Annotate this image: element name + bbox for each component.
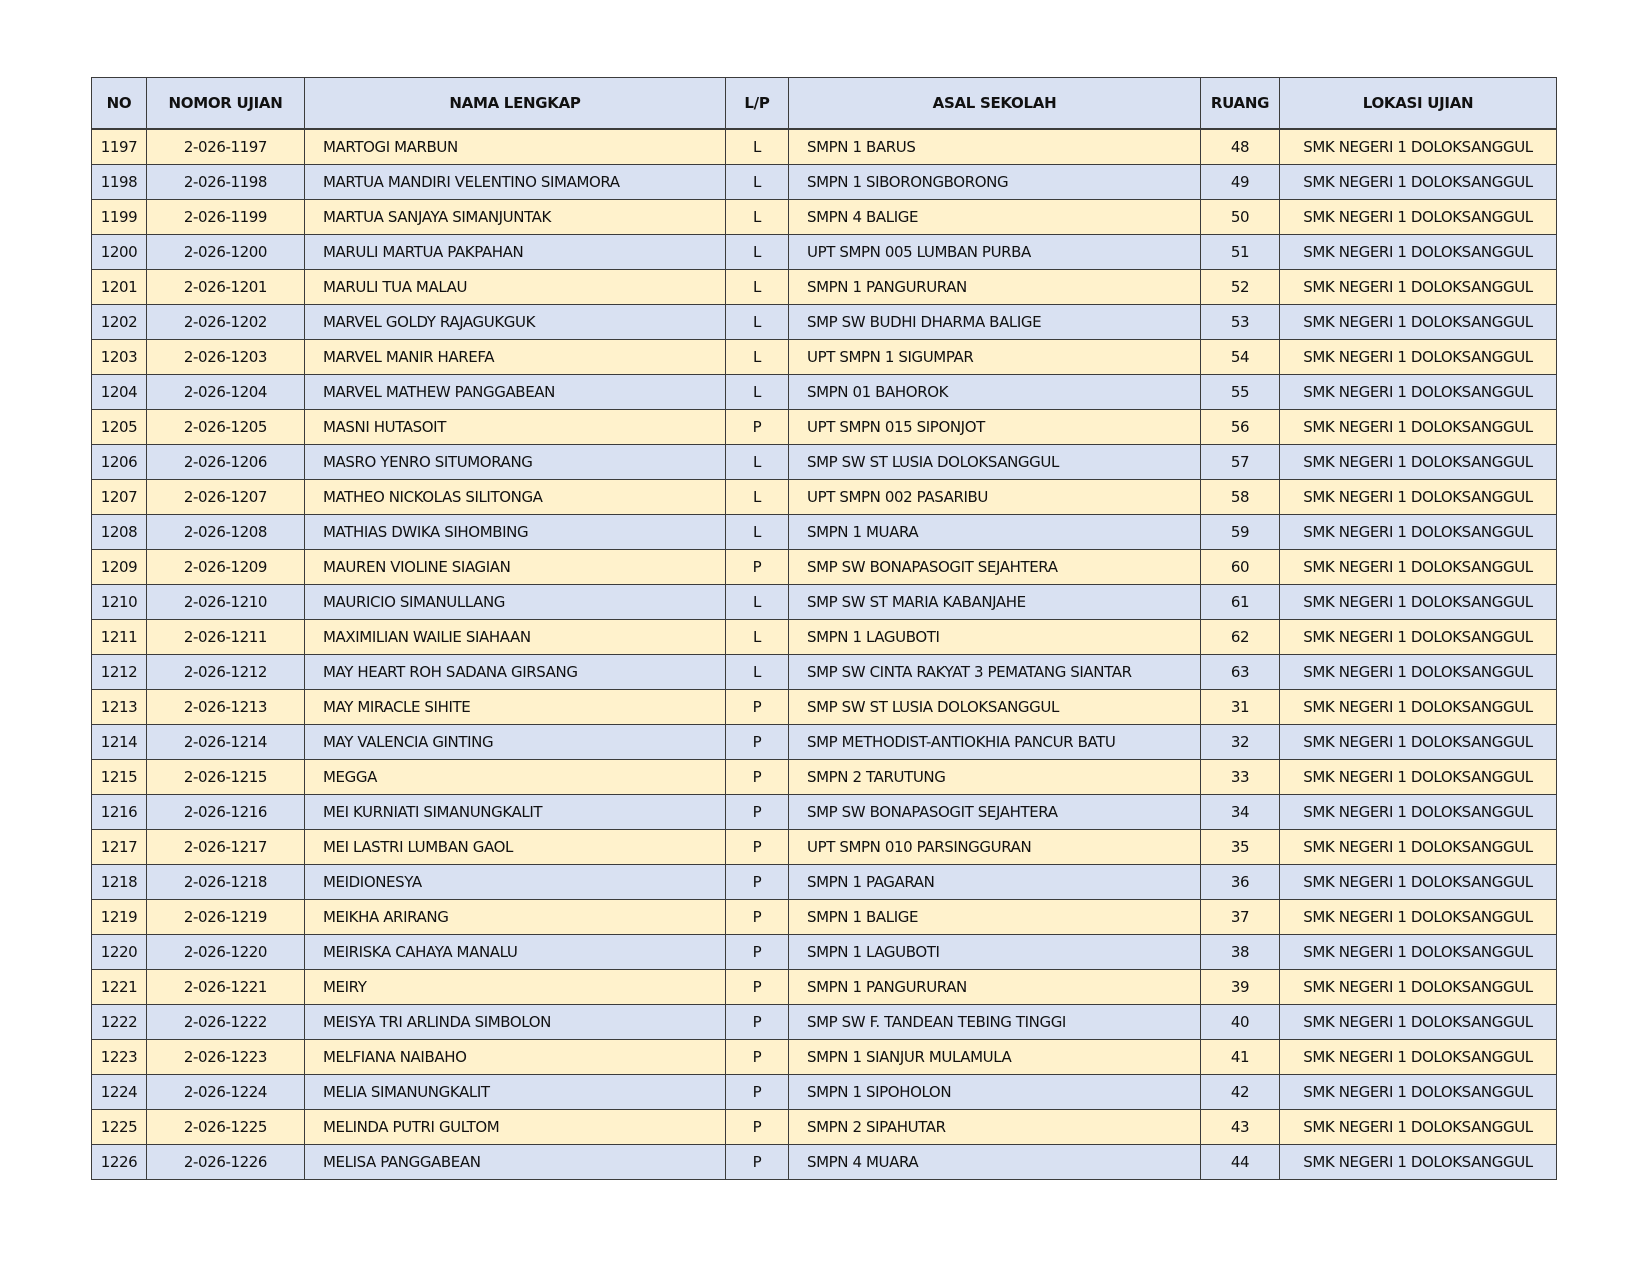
cell-nomor-ujian: 2-026-1198 — [147, 165, 305, 200]
cell-nomor-ujian: 2-026-1211 — [147, 620, 305, 655]
cell-nomor-ujian: 2-026-1197 — [147, 129, 305, 165]
cell-nomor-ujian: 2-026-1201 — [147, 270, 305, 305]
cell-nomor-ujian: 2-026-1205 — [147, 410, 305, 445]
cell-lokasi-ujian: SMK NEGERI 1 DOLOKSANGGUL — [1280, 305, 1557, 340]
cell-lp: P — [726, 690, 789, 725]
cell-asal-sekolah: SMP SW ST LUSIA DOLOKSANGGUL — [789, 445, 1201, 480]
cell-ruang: 56 — [1201, 410, 1280, 445]
cell-nama-lengkap: MEISYA TRI ARLINDA SIMBOLON — [305, 1005, 726, 1040]
cell-lokasi-ujian: SMK NEGERI 1 DOLOKSANGGUL — [1280, 515, 1557, 550]
cell-lp: P — [726, 760, 789, 795]
cell-lp: L — [726, 340, 789, 375]
cell-asal-sekolah: SMPN 1 SIANJUR MULAMULA — [789, 1040, 1201, 1075]
cell-nomor-ujian: 2-026-1220 — [147, 935, 305, 970]
cell-ruang: 53 — [1201, 305, 1280, 340]
cell-nama-lengkap: MEIRY — [305, 970, 726, 1005]
cell-asal-sekolah: SMPN 4 MUARA — [789, 1145, 1201, 1180]
cell-asal-sekolah: SMPN 1 BARUS — [789, 129, 1201, 165]
cell-asal-sekolah: SMPN 1 SIBORONGBORONG — [789, 165, 1201, 200]
cell-no: 1214 — [92, 725, 147, 760]
cell-no: 1200 — [92, 235, 147, 270]
cell-no: 1225 — [92, 1110, 147, 1145]
cell-lp: P — [726, 830, 789, 865]
table-row — [92, 235, 1557, 270]
header-nama-lengkap: NAMA LENGKAP — [305, 78, 726, 130]
cell-nama-lengkap: MASRO YENRO SITUMORANG — [305, 445, 726, 480]
cell-no: 1218 — [92, 865, 147, 900]
cell-lp: L — [726, 515, 789, 550]
cell-nomor-ujian: 2-026-1224 — [147, 1075, 305, 1110]
cell-nomor-ujian: 2-026-1226 — [147, 1145, 305, 1180]
cell-lokasi-ujian: SMK NEGERI 1 DOLOKSANGGUL — [1280, 620, 1557, 655]
table-row — [92, 305, 1557, 340]
table-row — [92, 865, 1557, 900]
table-row — [92, 129, 1557, 165]
cell-lokasi-ujian: SMK NEGERI 1 DOLOKSANGGUL — [1280, 480, 1557, 515]
table-row — [92, 375, 1557, 410]
cell-no: 1197 — [92, 129, 147, 165]
cell-lokasi-ujian: SMK NEGERI 1 DOLOKSANGGUL — [1280, 830, 1557, 865]
table-row — [92, 550, 1557, 585]
cell-lokasi-ujian: SMK NEGERI 1 DOLOKSANGGUL — [1280, 235, 1557, 270]
cell-lp: L — [726, 200, 789, 235]
cell-no: 1215 — [92, 760, 147, 795]
cell-asal-sekolah: SMPN 1 MUARA — [789, 515, 1201, 550]
cell-no: 1222 — [92, 1005, 147, 1040]
table-row — [92, 620, 1557, 655]
table-row — [92, 515, 1557, 550]
cell-no: 1216 — [92, 795, 147, 830]
cell-lokasi-ujian: SMK NEGERI 1 DOLOKSANGGUL — [1280, 970, 1557, 1005]
cell-nomor-ujian: 2-026-1218 — [147, 865, 305, 900]
cell-lp: L — [726, 655, 789, 690]
cell-lp: P — [726, 935, 789, 970]
cell-nomor-ujian: 2-026-1210 — [147, 585, 305, 620]
cell-lp: P — [726, 725, 789, 760]
cell-lp: P — [726, 410, 789, 445]
cell-lp: P — [726, 1040, 789, 1075]
cell-no: 1223 — [92, 1040, 147, 1075]
cell-lp: L — [726, 305, 789, 340]
cell-ruang: 33 — [1201, 760, 1280, 795]
cell-nama-lengkap: MEI LASTRI LUMBAN GAOL — [305, 830, 726, 865]
cell-ruang: 50 — [1201, 200, 1280, 235]
cell-no: 1198 — [92, 165, 147, 200]
table-row — [92, 200, 1557, 235]
cell-lokasi-ujian: SMK NEGERI 1 DOLOKSANGGUL — [1280, 795, 1557, 830]
cell-ruang: 40 — [1201, 1005, 1280, 1040]
cell-no: 1208 — [92, 515, 147, 550]
table-row — [92, 480, 1557, 515]
cell-nama-lengkap: MAUREN VIOLINE SIAGIAN — [305, 550, 726, 585]
cell-ruang: 54 — [1201, 340, 1280, 375]
cell-lokasi-ujian: SMK NEGERI 1 DOLOKSANGGUL — [1280, 1110, 1557, 1145]
cell-ruang: 37 — [1201, 900, 1280, 935]
cell-asal-sekolah: SMPN 1 LAGUBOTI — [789, 620, 1201, 655]
cell-nomor-ujian: 2-026-1225 — [147, 1110, 305, 1145]
cell-nama-lengkap: MAY VALENCIA GINTING — [305, 725, 726, 760]
cell-ruang: 35 — [1201, 830, 1280, 865]
cell-lokasi-ujian: SMK NEGERI 1 DOLOKSANGGUL — [1280, 760, 1557, 795]
cell-ruang: 32 — [1201, 725, 1280, 760]
cell-nama-lengkap: MEI KURNIATI SIMANUNGKALIT — [305, 795, 726, 830]
cell-asal-sekolah: SMP SW CINTA RAKYAT 3 PEMATANG SIANTAR — [789, 655, 1201, 690]
table-row — [92, 900, 1557, 935]
cell-nomor-ujian: 2-026-1213 — [147, 690, 305, 725]
cell-nama-lengkap: MARULI TUA MALAU — [305, 270, 726, 305]
cell-nama-lengkap: MATHIAS DWIKA SIHOMBING — [305, 515, 726, 550]
cell-nama-lengkap: MELINDA PUTRI GULTOM — [305, 1110, 726, 1145]
table-row — [92, 585, 1557, 620]
cell-ruang: 51 — [1201, 235, 1280, 270]
cell-asal-sekolah: SMPN 2 TARUTUNG — [789, 760, 1201, 795]
cell-no: 1209 — [92, 550, 147, 585]
cell-asal-sekolah: SMP SW ST MARIA KABANJAHE — [789, 585, 1201, 620]
cell-asal-sekolah: SMPN 1 PANGURURAN — [789, 270, 1201, 305]
table-row — [92, 795, 1557, 830]
cell-asal-sekolah: SMPN 1 PANGURURAN — [789, 970, 1201, 1005]
cell-asal-sekolah: UPT SMPN 010 PARSINGGURAN — [789, 830, 1201, 865]
cell-lp: L — [726, 480, 789, 515]
cell-ruang: 59 — [1201, 515, 1280, 550]
cell-nama-lengkap: MARTOGI MARBUN — [305, 129, 726, 165]
cell-nomor-ujian: 2-026-1215 — [147, 760, 305, 795]
table-row — [92, 725, 1557, 760]
cell-no: 1221 — [92, 970, 147, 1005]
cell-lokasi-ujian: SMK NEGERI 1 DOLOKSANGGUL — [1280, 655, 1557, 690]
table-row — [92, 935, 1557, 970]
cell-nama-lengkap: MEIDIONESYA — [305, 865, 726, 900]
cell-ruang: 34 — [1201, 795, 1280, 830]
cell-lp: L — [726, 129, 789, 165]
cell-ruang: 52 — [1201, 270, 1280, 305]
cell-nomor-ujian: 2-026-1206 — [147, 445, 305, 480]
cell-nama-lengkap: MAY MIRACLE SIHITE — [305, 690, 726, 725]
cell-lokasi-ujian: SMK NEGERI 1 DOLOKSANGGUL — [1280, 200, 1557, 235]
cell-ruang: 58 — [1201, 480, 1280, 515]
cell-nomor-ujian: 2-026-1217 — [147, 830, 305, 865]
cell-lp: P — [726, 1005, 789, 1040]
header-ruang: RUANG — [1201, 78, 1280, 130]
table-row — [92, 690, 1557, 725]
cell-ruang: 63 — [1201, 655, 1280, 690]
cell-lp: L — [726, 165, 789, 200]
cell-no: 1226 — [92, 1145, 147, 1180]
cell-ruang: 61 — [1201, 585, 1280, 620]
cell-no: 1224 — [92, 1075, 147, 1110]
cell-nama-lengkap: MARULI MARTUA PAKPAHAN — [305, 235, 726, 270]
cell-lokasi-ujian: SMK NEGERI 1 DOLOKSANGGUL — [1280, 375, 1557, 410]
cell-ruang: 44 — [1201, 1145, 1280, 1180]
cell-lp: P — [726, 1110, 789, 1145]
table-row — [92, 830, 1557, 865]
cell-ruang: 42 — [1201, 1075, 1280, 1110]
participant-table — [91, 77, 1557, 1180]
cell-asal-sekolah: SMPN 1 SIPOHOLON — [789, 1075, 1201, 1110]
cell-lp: P — [726, 865, 789, 900]
cell-ruang: 57 — [1201, 445, 1280, 480]
cell-asal-sekolah: SMP SW F. TANDEAN TEBING TINGGI — [789, 1005, 1201, 1040]
cell-asal-sekolah: SMP SW ST LUSIA DOLOKSANGGUL — [789, 690, 1201, 725]
cell-lp: L — [726, 270, 789, 305]
cell-lokasi-ujian: SMK NEGERI 1 DOLOKSANGGUL — [1280, 270, 1557, 305]
cell-nama-lengkap: MASNI HUTASOIT — [305, 410, 726, 445]
cell-nama-lengkap: MAXIMILIAN WAILIE SIAHAAN — [305, 620, 726, 655]
cell-lp: L — [726, 620, 789, 655]
cell-nomor-ujian: 2-026-1204 — [147, 375, 305, 410]
cell-no: 1199 — [92, 200, 147, 235]
cell-nama-lengkap: MARVEL GOLDY RAJAGUKGUK — [305, 305, 726, 340]
cell-lp: P — [726, 900, 789, 935]
table-row — [92, 410, 1557, 445]
cell-nomor-ujian: 2-026-1200 — [147, 235, 305, 270]
header-lokasi-ujian: LOKASI UJIAN — [1280, 78, 1557, 130]
cell-nama-lengkap: MATHEO NICKOLAS SILITONGA — [305, 480, 726, 515]
cell-no: 1207 — [92, 480, 147, 515]
cell-nama-lengkap: MEGGA — [305, 760, 726, 795]
table-row — [92, 1005, 1557, 1040]
cell-lokasi-ujian: SMK NEGERI 1 DOLOKSANGGUL — [1280, 410, 1557, 445]
header-nomor-ujian: NOMOR UJIAN — [147, 78, 305, 130]
cell-nomor-ujian: 2-026-1203 — [147, 340, 305, 375]
cell-no: 1204 — [92, 375, 147, 410]
cell-lp: P — [726, 550, 789, 585]
cell-nama-lengkap: MARVEL MATHEW PANGGABEAN — [305, 375, 726, 410]
table-row — [92, 165, 1557, 200]
cell-asal-sekolah: SMP METHODIST-ANTIOKHIA PANCUR BATU — [789, 725, 1201, 760]
cell-lokasi-ujian: SMK NEGERI 1 DOLOKSANGGUL — [1280, 1040, 1557, 1075]
cell-lp: P — [726, 1145, 789, 1180]
table-row — [92, 1040, 1557, 1075]
cell-asal-sekolah: SMPN 1 LAGUBOTI — [789, 935, 1201, 970]
cell-no: 1212 — [92, 655, 147, 690]
table-row — [92, 760, 1557, 795]
cell-asal-sekolah: SMPN 01 BAHOROK — [789, 375, 1201, 410]
cell-nama-lengkap: MELIA SIMANUNGKALIT — [305, 1075, 726, 1110]
header-row — [92, 78, 1557, 130]
cell-lokasi-ujian: SMK NEGERI 1 DOLOKSANGGUL — [1280, 900, 1557, 935]
cell-no: 1206 — [92, 445, 147, 480]
cell-nomor-ujian: 2-026-1219 — [147, 900, 305, 935]
cell-ruang: 31 — [1201, 690, 1280, 725]
cell-asal-sekolah: SMP SW BUDHI DHARMA BALIGE — [789, 305, 1201, 340]
cell-nama-lengkap: MARTUA SANJAYA SIMANJUNTAK — [305, 200, 726, 235]
cell-lp: P — [726, 970, 789, 1005]
cell-ruang: 60 — [1201, 550, 1280, 585]
cell-lp: L — [726, 235, 789, 270]
cell-nomor-ujian: 2-026-1202 — [147, 305, 305, 340]
cell-lp: P — [726, 795, 789, 830]
header-no: NO — [92, 78, 147, 130]
cell-ruang: 41 — [1201, 1040, 1280, 1075]
cell-nama-lengkap: MARVEL MANIR HAREFA — [305, 340, 726, 375]
cell-asal-sekolah: SMPN 1 BALIGE — [789, 900, 1201, 935]
cell-nama-lengkap: MEIRISKA CAHAYA MANALU — [305, 935, 726, 970]
cell-no: 1211 — [92, 620, 147, 655]
cell-lokasi-ujian: SMK NEGERI 1 DOLOKSANGGUL — [1280, 165, 1557, 200]
cell-ruang: 38 — [1201, 935, 1280, 970]
cell-nomor-ujian: 2-026-1214 — [147, 725, 305, 760]
cell-nomor-ujian: 2-026-1223 — [147, 1040, 305, 1075]
cell-no: 1203 — [92, 340, 147, 375]
cell-nama-lengkap: MELISA PANGGABEAN — [305, 1145, 726, 1180]
cell-asal-sekolah: UPT SMPN 005 LUMBAN PURBA — [789, 235, 1201, 270]
cell-no: 1220 — [92, 935, 147, 970]
cell-no: 1202 — [92, 305, 147, 340]
cell-asal-sekolah: SMP SW BONAPASOGIT SEJAHTERA — [789, 795, 1201, 830]
cell-nama-lengkap: MAY HEART ROH SADANA GIRSANG — [305, 655, 726, 690]
cell-asal-sekolah: SMP SW BONAPASOGIT SEJAHTERA — [789, 550, 1201, 585]
cell-lokasi-ujian: SMK NEGERI 1 DOLOKSANGGUL — [1280, 725, 1557, 760]
cell-lokasi-ujian: SMK NEGERI 1 DOLOKSANGGUL — [1280, 585, 1557, 620]
cell-nomor-ujian: 2-026-1207 — [147, 480, 305, 515]
cell-nomor-ujian: 2-026-1199 — [147, 200, 305, 235]
cell-lp: L — [726, 585, 789, 620]
cell-lokasi-ujian: SMK NEGERI 1 DOLOKSANGGUL — [1280, 865, 1557, 900]
cell-lokasi-ujian: SMK NEGERI 1 DOLOKSANGGUL — [1280, 445, 1557, 480]
table-row — [92, 1075, 1557, 1110]
cell-nomor-ujian: 2-026-1216 — [147, 795, 305, 830]
cell-nama-lengkap: MARTUA MANDIRI VELENTINO SIMAMORA — [305, 165, 726, 200]
cell-lokasi-ujian: SMK NEGERI 1 DOLOKSANGGUL — [1280, 550, 1557, 585]
cell-no: 1201 — [92, 270, 147, 305]
cell-ruang: 43 — [1201, 1110, 1280, 1145]
table-row — [92, 1110, 1557, 1145]
cell-lokasi-ujian: SMK NEGERI 1 DOLOKSANGGUL — [1280, 935, 1557, 970]
cell-asal-sekolah: UPT SMPN 002 PASARIBU — [789, 480, 1201, 515]
cell-asal-sekolah: SMPN 1 PAGARAN — [789, 865, 1201, 900]
cell-nomor-ujian: 2-026-1212 — [147, 655, 305, 690]
cell-ruang: 36 — [1201, 865, 1280, 900]
cell-ruang: 39 — [1201, 970, 1280, 1005]
cell-nomor-ujian: 2-026-1222 — [147, 1005, 305, 1040]
table-row — [92, 445, 1557, 480]
cell-lokasi-ujian: SMK NEGERI 1 DOLOKSANGGUL — [1280, 1145, 1557, 1180]
cell-nama-lengkap: MAURICIO SIMANULLANG — [305, 585, 726, 620]
cell-lp: L — [726, 445, 789, 480]
table-row — [92, 270, 1557, 305]
cell-no: 1213 — [92, 690, 147, 725]
cell-lokasi-ujian: SMK NEGERI 1 DOLOKSANGGUL — [1280, 1005, 1557, 1040]
cell-no: 1205 — [92, 410, 147, 445]
cell-nomor-ujian: 2-026-1209 — [147, 550, 305, 585]
cell-asal-sekolah: UPT SMPN 015 SIPONJOT — [789, 410, 1201, 445]
cell-asal-sekolah: SMPN 4 BALIGE — [789, 200, 1201, 235]
cell-no: 1219 — [92, 900, 147, 935]
cell-lokasi-ujian: SMK NEGERI 1 DOLOKSANGGUL — [1280, 1075, 1557, 1110]
cell-lokasi-ujian: SMK NEGERI 1 DOLOKSANGGUL — [1280, 690, 1557, 725]
cell-lp: L — [726, 375, 789, 410]
table-row — [92, 655, 1557, 690]
cell-nama-lengkap: MEIKHA ARIRANG — [305, 900, 726, 935]
cell-lokasi-ujian: SMK NEGERI 1 DOLOKSANGGUL — [1280, 129, 1557, 165]
cell-nomor-ujian: 2-026-1221 — [147, 970, 305, 1005]
cell-nomor-ujian: 2-026-1208 — [147, 515, 305, 550]
cell-lp: P — [726, 1075, 789, 1110]
cell-no: 1217 — [92, 830, 147, 865]
header-asal-sekolah: ASAL SEKOLAH — [789, 78, 1201, 130]
cell-ruang: 48 — [1201, 129, 1280, 165]
cell-ruang: 62 — [1201, 620, 1280, 655]
table-row — [92, 1145, 1557, 1180]
cell-nama-lengkap: MELFIANA NAIBAHO — [305, 1040, 726, 1075]
cell-no: 1210 — [92, 585, 147, 620]
table-row — [92, 340, 1557, 375]
table-body — [92, 129, 1557, 1180]
table-row — [92, 970, 1557, 1005]
header-lp: L/P — [726, 78, 789, 130]
cell-ruang: 49 — [1201, 165, 1280, 200]
cell-asal-sekolah: SMPN 2 SIPAHUTAR — [789, 1110, 1201, 1145]
cell-ruang: 55 — [1201, 375, 1280, 410]
cell-lokasi-ujian: SMK NEGERI 1 DOLOKSANGGUL — [1280, 340, 1557, 375]
cell-asal-sekolah: UPT SMPN 1 SIGUMPAR — [789, 340, 1201, 375]
